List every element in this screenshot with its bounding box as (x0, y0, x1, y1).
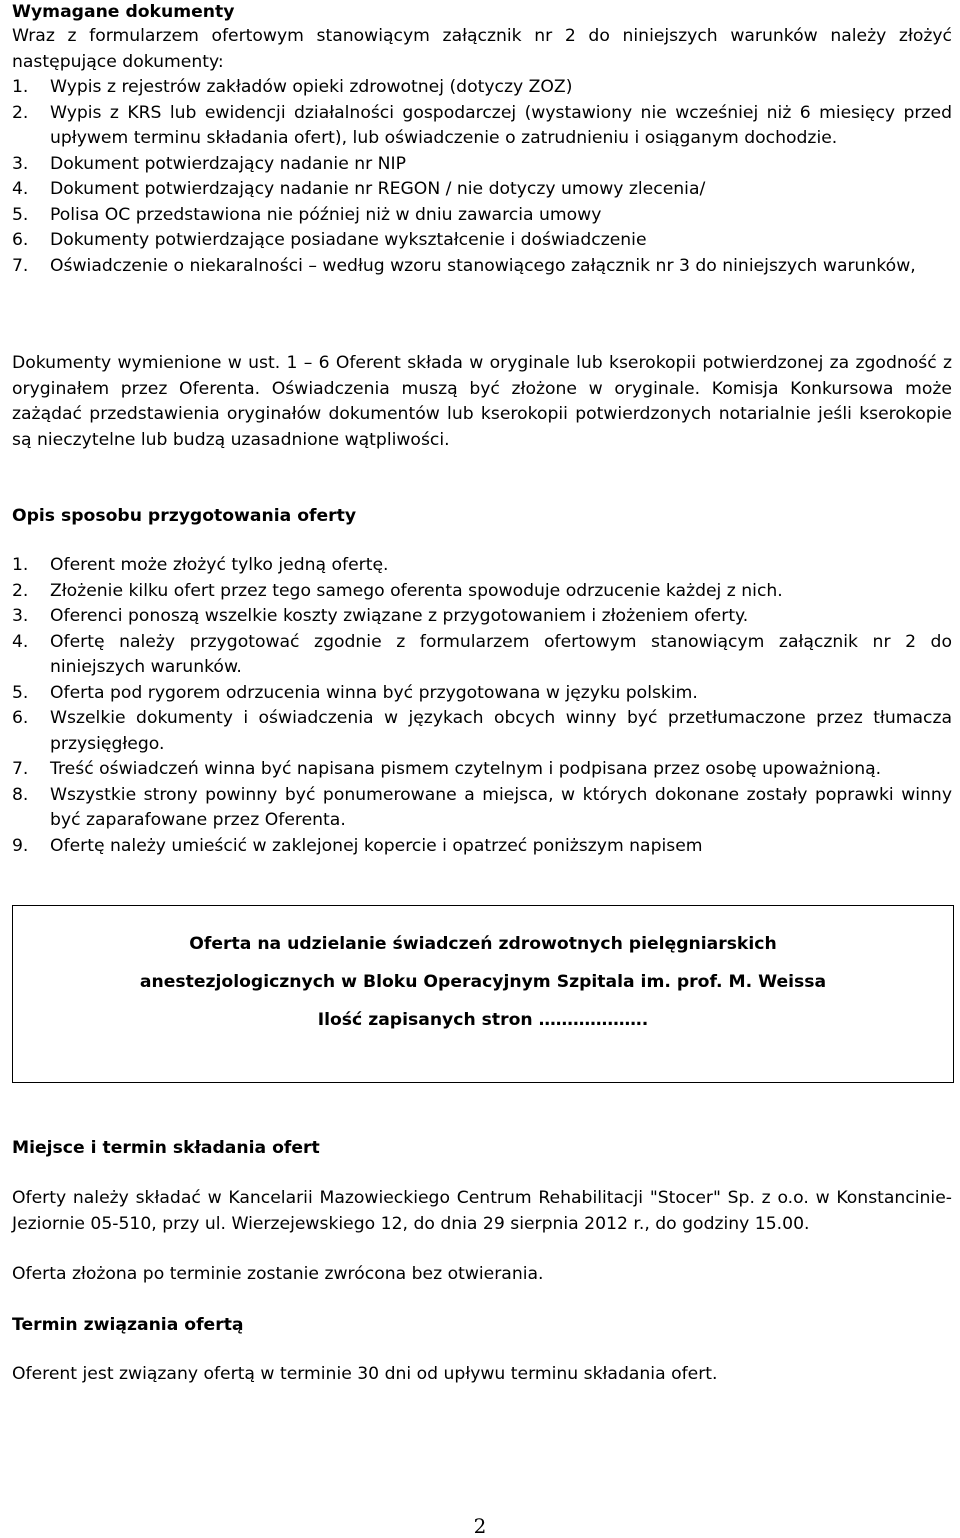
list-item: 3. Dokument potwierdzający nadanie nr NIP (12, 153, 406, 174)
required-documents-section (12, 0, 952, 279)
page-number: 2 (473, 1514, 487, 1538)
list-item: 7. Oświadczenie o niekaralności – według wzoru stanowiącego załącznik nr 3 do niniejszych warunków, (12, 255, 916, 276)
list-item: 6. Wszelkie dokumenty i oświadczenia w językach obcych winny być przetłumaczone przez tłumacza przysięgłego. (12, 708, 952, 754)
offer-preparation-list (12, 553, 952, 859)
envelope-label-box (12, 905, 954, 1083)
list-item: 5. Polisa OC przedstawiona nie później niż w dniu zawarcia umowy (12, 204, 602, 225)
required-documents-list (12, 75, 952, 279)
list-item: 3. Oferenci ponoszą wszelkie koszty związane z przygotowaniem i złożeniem oferty. (12, 606, 749, 626)
list-item: 4. Ofertę należy przygotować zgodnie z formularzem ofertowym stanowiącym załącznik nr 2 do niniejszych warunków. (12, 631, 952, 677)
section-heading: Termin związania ofertą (12, 1315, 244, 1335)
documents-note-paragraph: Dokumenty wymienione w ust. 1 – 6 Oferent składa w oryginale lub kserokopii potwierdzonej za zgodność z oryginałem przez Oferenta. Oświadczenia muszą być złożone w oryginale. Komisja Konkursowa może zażądać przedstawienia oryginałów dokumentów lub kserokopii potwierdzonych notarialnie jeśli kserokopie są nieczytelne lub budzą uzasadnione wątpliwości. (12, 353, 952, 450)
submission-paragraph: Oferty należy składać w Kancelarii Mazowieckiego Centrum Rehabilitacji "Stocer" Sp. z o.o. w Konstancinie-Jeziornie 05-510, przy ul. Wierzejewskiego 12, do dnia 29 sierpnia 2012 r., do godziny 15.00. (12, 1188, 952, 1234)
list-item: 6. Dokumenty potwierdzające posiadane wykształcenie i doświadczenie (12, 230, 647, 250)
intro-paragraph: Wraz z formularzem ofertowym stanowiącym załącznik nr 2 do niniejszych warunków należy złożyć następujące dokumenty: (12, 26, 952, 72)
binding-period-paragraph: Oferent jest związany ofertą w terminie 30 dni od upływu terminu składania ofert. (12, 1364, 718, 1384)
section-heading: Opis sposobu przygotowania oferty (12, 506, 357, 526)
list-item: 7. Treść oświadczeń winna być napisana pismem czytelnym i podpisana przez osobę upoważnioną. (12, 759, 882, 779)
list-item: 4. Dokument potwierdzający nadanie nr REGON / nie dotyczy umowy zlecenia/ (12, 179, 706, 199)
list-item: 2. Wypis z KRS lub ewidencji działalności gospodarczej (wystawiony nie wcześniej niż 6 miesięcy przed upływem terminu składania ofert), lub oświadczenie o zatrudnieniu i osiąganym dochodzie. (12, 102, 952, 148)
list-item: 9. Ofertę należy umieścić w zaklejonej kopercie i opatrzeć poniższym napisem (12, 835, 703, 856)
list-item: 2. Złożenie kilku ofert przez tego samego oferenta spowoduje odrzucenie każdej z nich. (12, 580, 783, 601)
section-heading: Miejsce i termin składania ofert (12, 1138, 320, 1158)
envelope-label-line: Oferta na udzielanie świadczeń zdrowotnych pielęgniarskich (189, 934, 777, 954)
envelope-label-line: anestezjologicznych w Bloku Operacyjnym Szpitala im. prof. M. Weissa (139, 972, 827, 992)
list-item: 8. Wszystkie strony powinny być ponumerowane a miejsca, w których dokonane zostały poprawki winny być zaparafowane przez Oferenta. (12, 784, 952, 830)
section-heading: Wymagane dokumenty (12, 2, 235, 22)
envelope-label-line: Ilość zapisanych stron ………………. (317, 1010, 649, 1030)
list-item: 1. Wypis z rejestrów zakładów opieki zdrowotnej (dotyczy ZOZ) (12, 77, 573, 97)
list-item: 5. Oferta pod rygorem odrzucenia winna być przygotowana w języku polskim. (12, 682, 698, 703)
list-item: 1. Oferent może złożyć tylko jedną ofertę. (12, 555, 389, 575)
late-offer-paragraph: Oferta złożona po terminie zostanie zwrócona bez otwierania. (12, 1264, 544, 1284)
